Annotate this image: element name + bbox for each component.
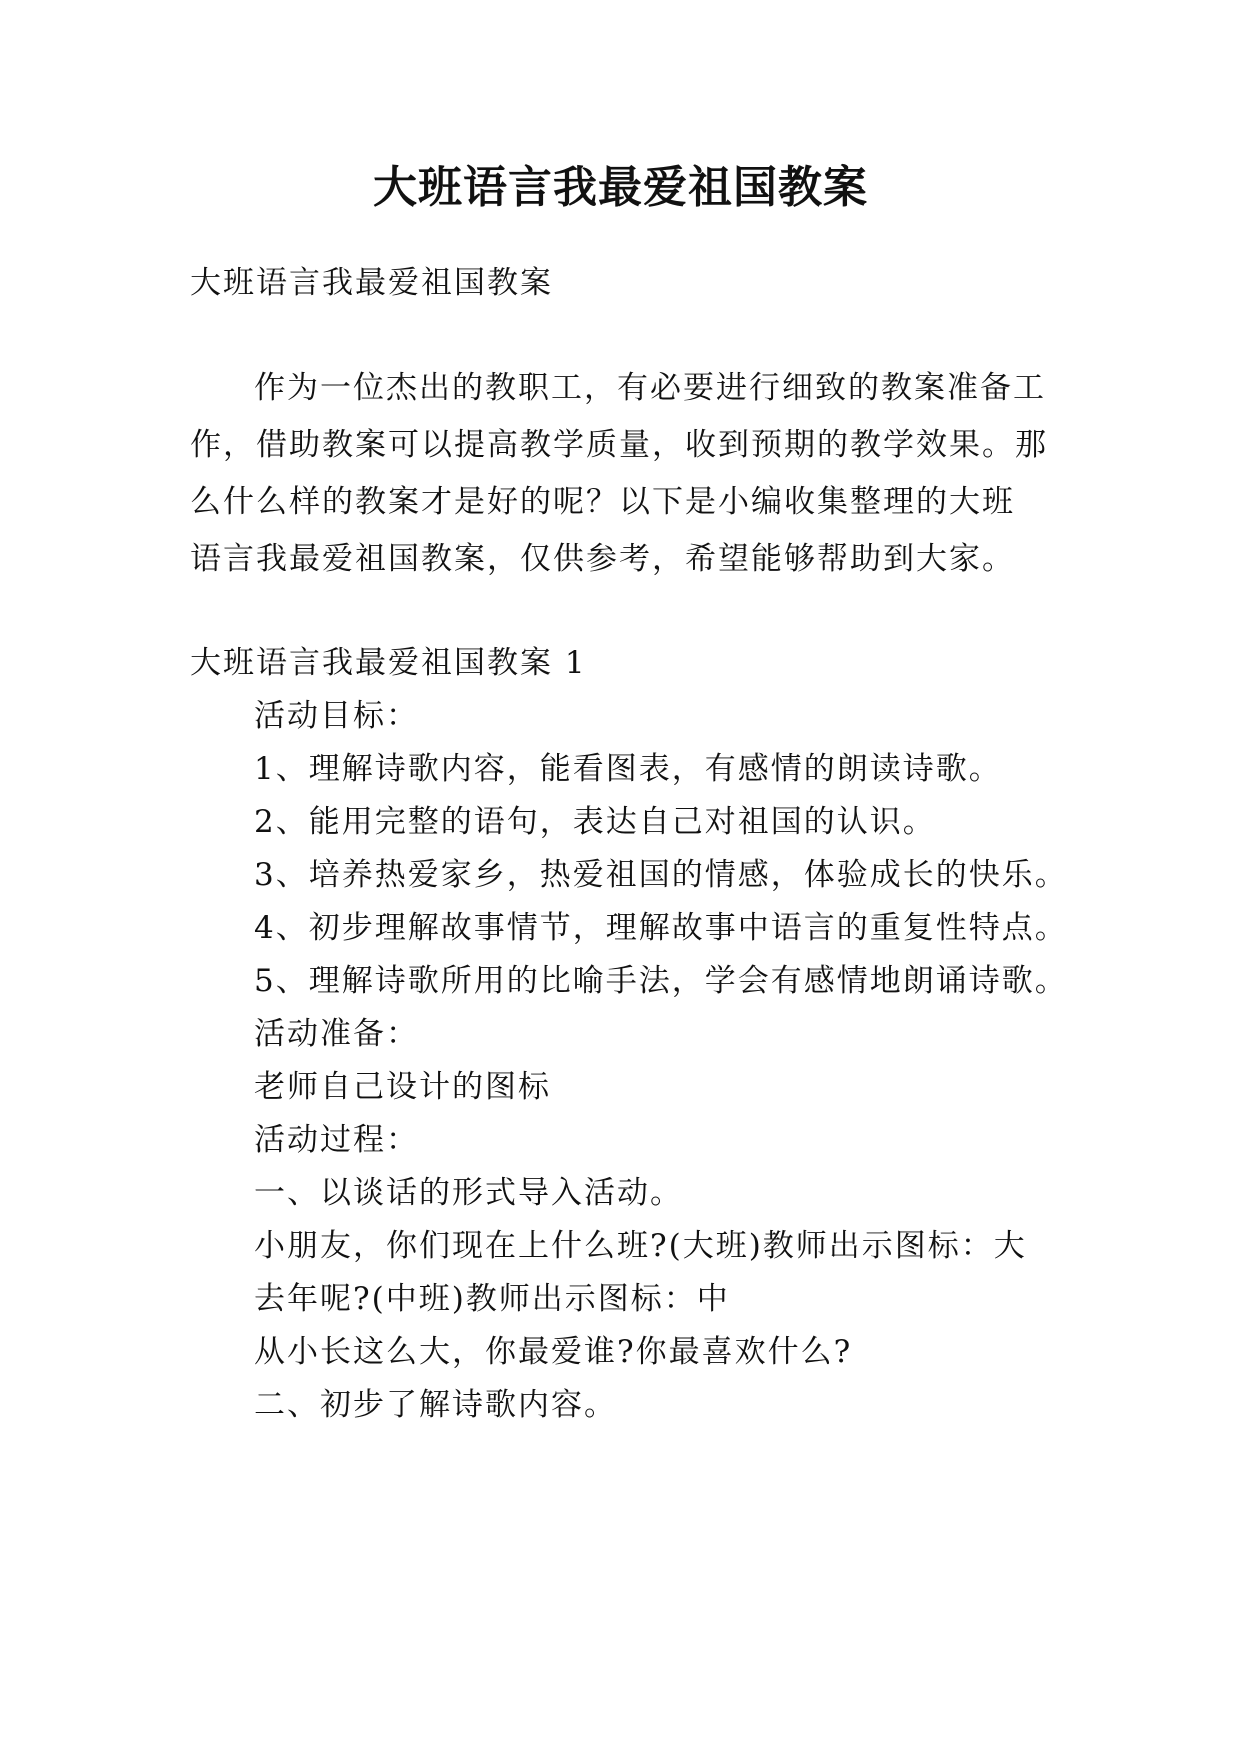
intro-line: 么什么样的教案才是好的呢？以下是小编收集整理的大班 (190, 484, 1015, 520)
body-line: 3、培养热爱家乡，热爱祖国的情感，体验成长的快乐。 (254, 857, 1068, 893)
body-line: 活动准备： (254, 1016, 419, 1052)
section-heading: 大班语言我最爱祖国教案 1 (190, 645, 587, 681)
body-line: 去年呢?(中班)教师出示图标：中 (254, 1281, 730, 1317)
document-subtitle: 大班语言我最爱祖国教案 (190, 265, 553, 301)
intro-line: 作为一位杰出的教职工，有必要进行细致的教案准备工 (254, 370, 1046, 406)
document-title: 大班语言我最爱祖国教案 (373, 162, 868, 213)
intro-line: 作，借助教案可以提高教学质量，收到预期的教学效果。那 (190, 427, 1048, 463)
body-line: 活动目标： (254, 698, 419, 734)
body-line: 二、初步了解诗歌内容。 (254, 1387, 617, 1423)
body-line: 活动过程： (254, 1122, 419, 1158)
body-line: 老师自己设计的图标 (254, 1069, 551, 1105)
body-line: 2、能用完整的语句，表达自己对祖国的认识。 (254, 804, 936, 840)
body-line: 1、理解诗歌内容，能看图表，有感情的朗读诗歌。 (254, 751, 1002, 787)
body-line: 4、初步理解故事情节，理解故事中语言的重复性特点。 (254, 910, 1068, 946)
intro-line: 语言我最爱祖国教案，仅供参考，希望能够帮助到大家。 (190, 541, 1015, 577)
body-line: 一、以谈话的形式导入活动。 (254, 1175, 683, 1211)
body-line: 小朋友，你们现在上什么班?(大班)教师出示图标：大 (254, 1228, 1027, 1264)
body-line: 从小长这么大，你最爱谁?你最喜欢什么? (254, 1334, 853, 1370)
body-line: 5、理解诗歌所用的比喻手法，学会有感情地朗诵诗歌。 (254, 963, 1068, 999)
